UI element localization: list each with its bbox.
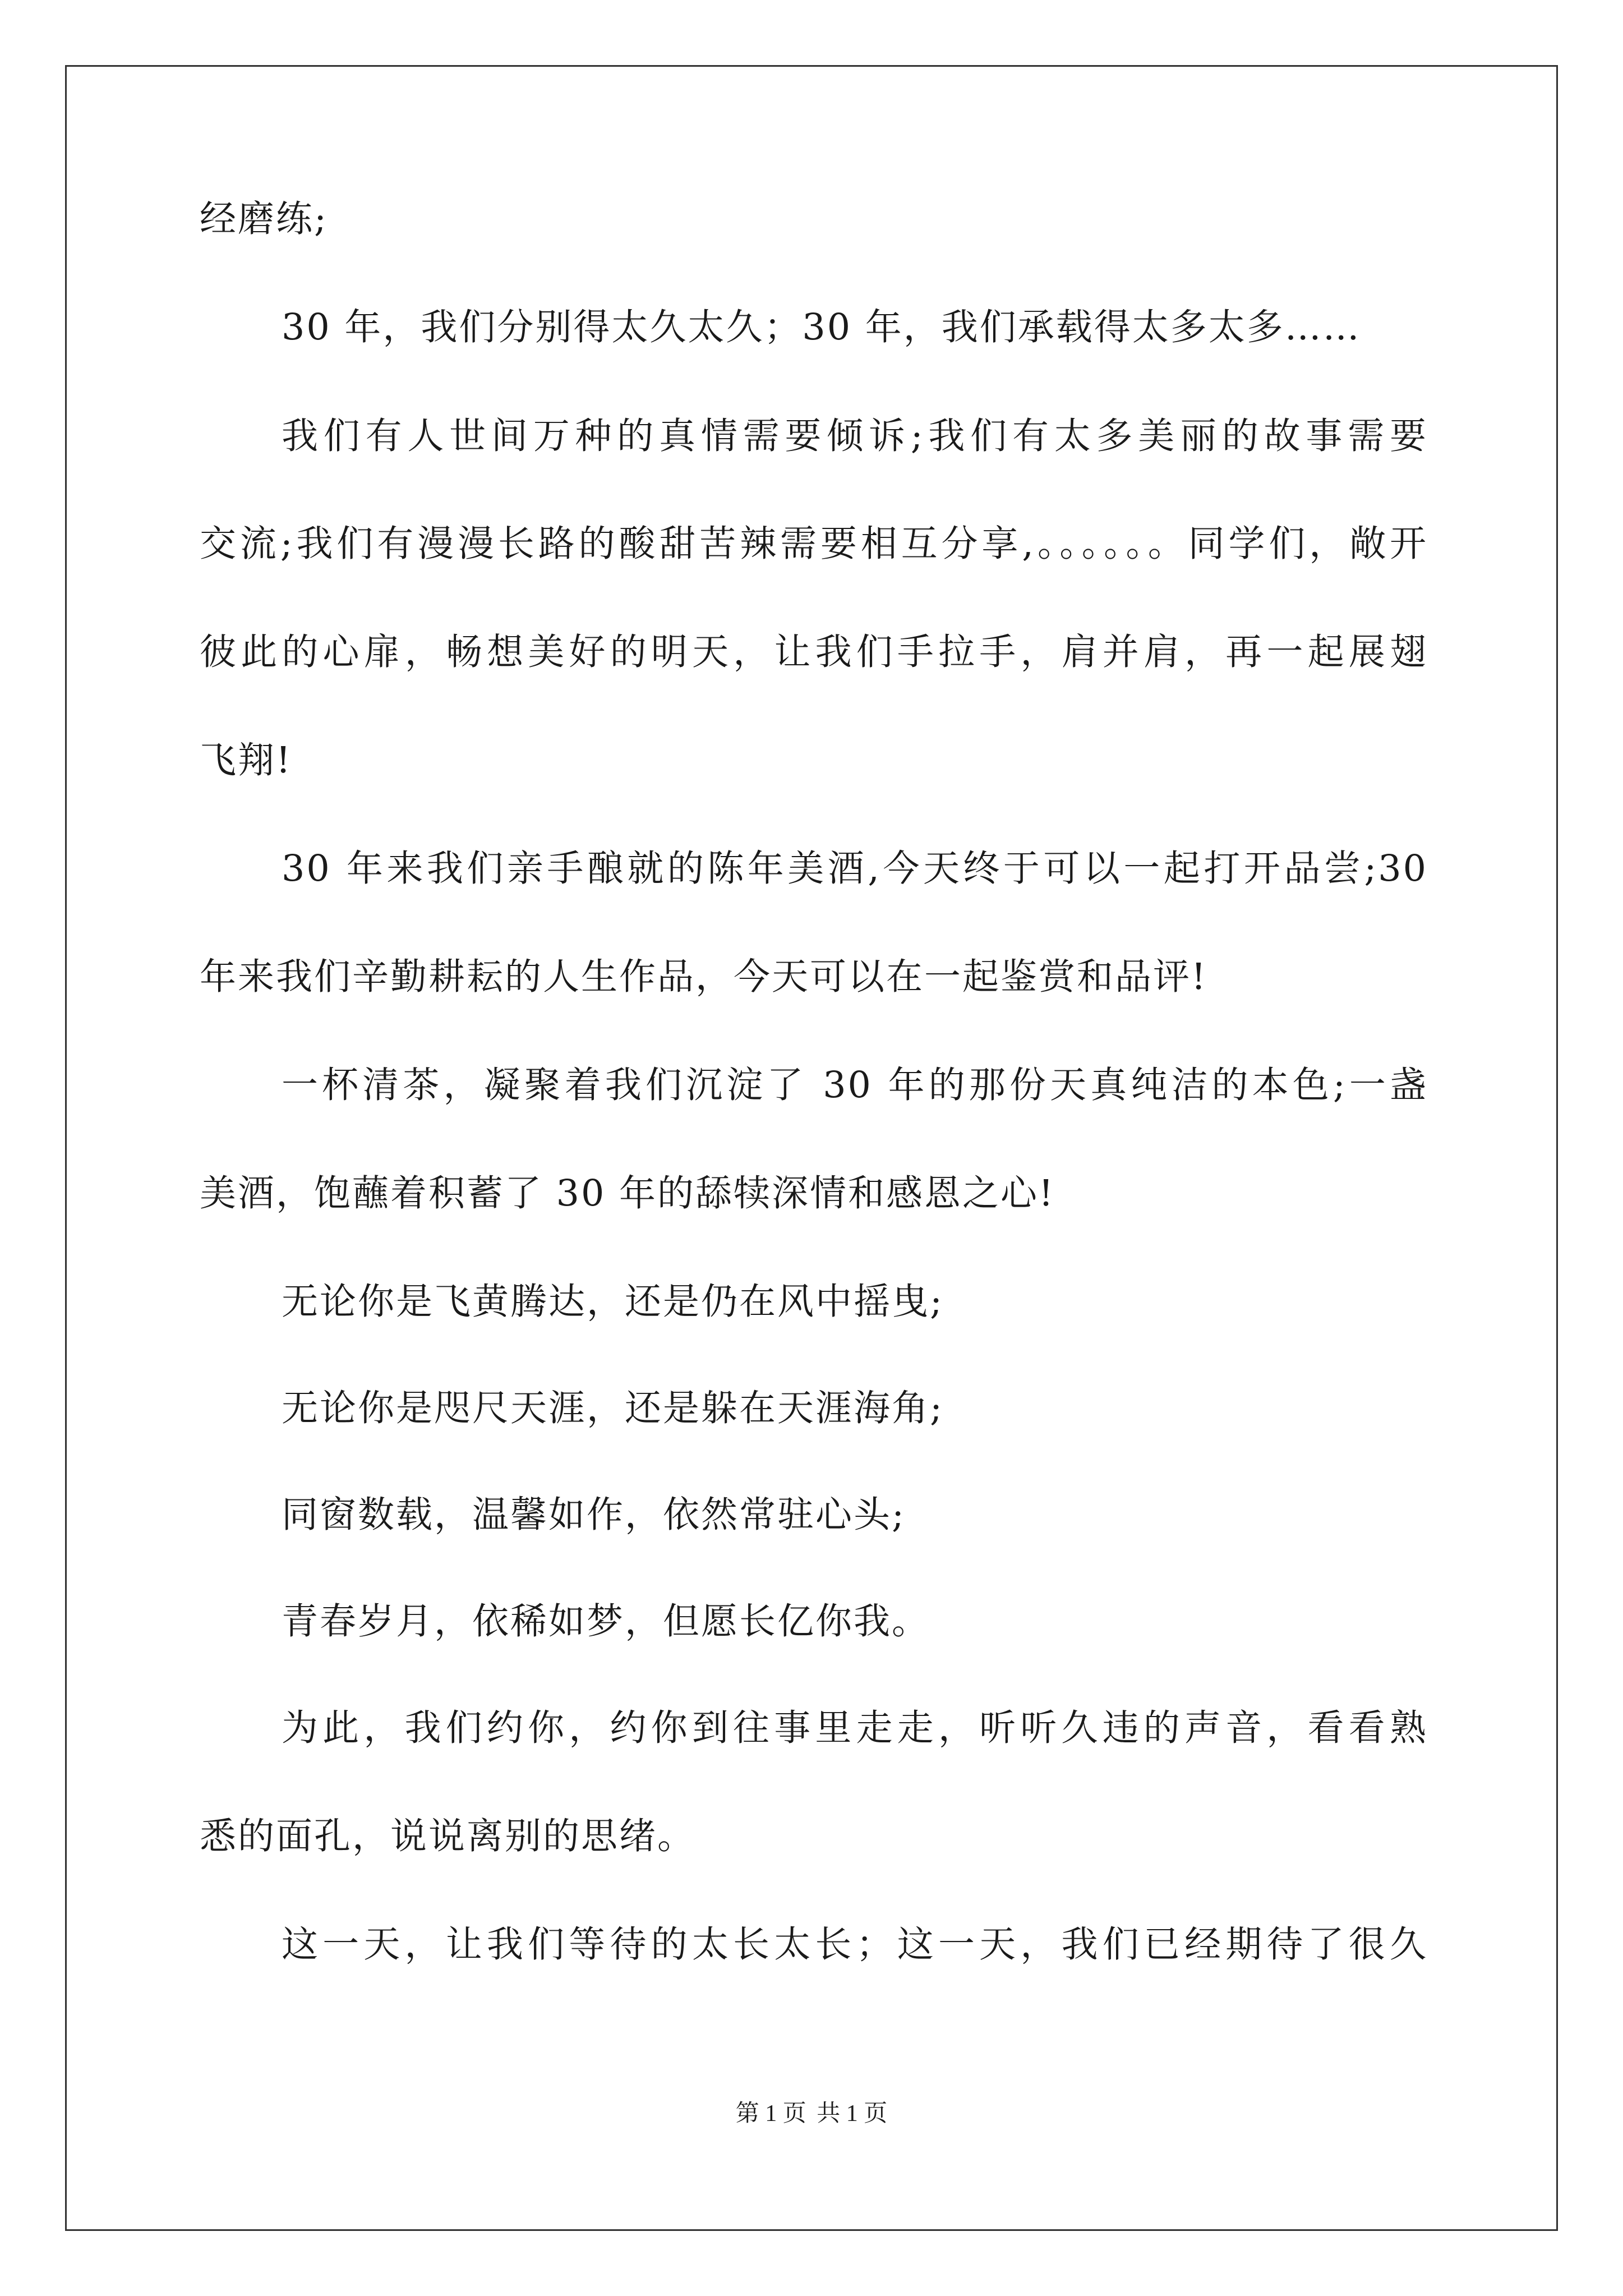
text-line: 交流;我们有漫漫长路的酸甜苦辣需要相互分享,。。。。。。同学们，敞开 (200, 523, 1428, 565)
page-total: 共 1 页 (817, 2101, 888, 2127)
text-line: 30 年，我们分别得太久太久；30 年，我们承载得太多太多…… (282, 306, 1361, 348)
text-line: 30 年来我们亲手酿就的陈年美酒,今天终于可以一起打开品尝;30 (282, 848, 1428, 890)
text-line: 无论你是咫尺天涯，还是躲在天涯海角; (282, 1387, 944, 1429)
page-border (65, 65, 1558, 2231)
text-line: 我们有人世间万种的真情需要倾诉;我们有太多美丽的故事需要 (282, 415, 1428, 457)
text-line: 美酒，饱蘸着积蓄了 30 年的舔犊深情和感恩之心! (200, 1172, 1055, 1214)
text-line: 一杯清茶，凝聚着我们沉淀了 30 年的那份天真纯洁的本色;一盏 (282, 1064, 1428, 1106)
page-number: 第 1 页 (735, 2101, 806, 2127)
page-footer (0, 2097, 1623, 2131)
text-line: 无论你是飞黄腾达，还是仍在风中摇曳; (282, 1281, 944, 1323)
text-line: 青春岁月，依稀如梦，但愿长亿你我。 (282, 1600, 930, 1642)
text-line: 经磨练; (200, 198, 328, 240)
text-line: 飞翔! (200, 739, 293, 781)
text-line: 为此，我们约你，约你到往事里走走，听听久违的声音，看看熟 (282, 1707, 1428, 1749)
text-line: 这一天，让我们等待的太长太长；这一天，我们已经期待了很久 (282, 1924, 1428, 1966)
text-line: 年来我们辛勤耕耘的人生作品，今天可以在一起鉴赏和品评! (200, 956, 1208, 998)
text-line: 彼此的心扉，畅想美好的明天，让我们手拉手，肩并肩，再一起展翅 (200, 631, 1428, 673)
text-line: 同窗数载，温馨如作，依然常驻心头; (282, 1494, 906, 1536)
text-line: 悉的面孔，说说离别的思绪。 (200, 1815, 696, 1857)
